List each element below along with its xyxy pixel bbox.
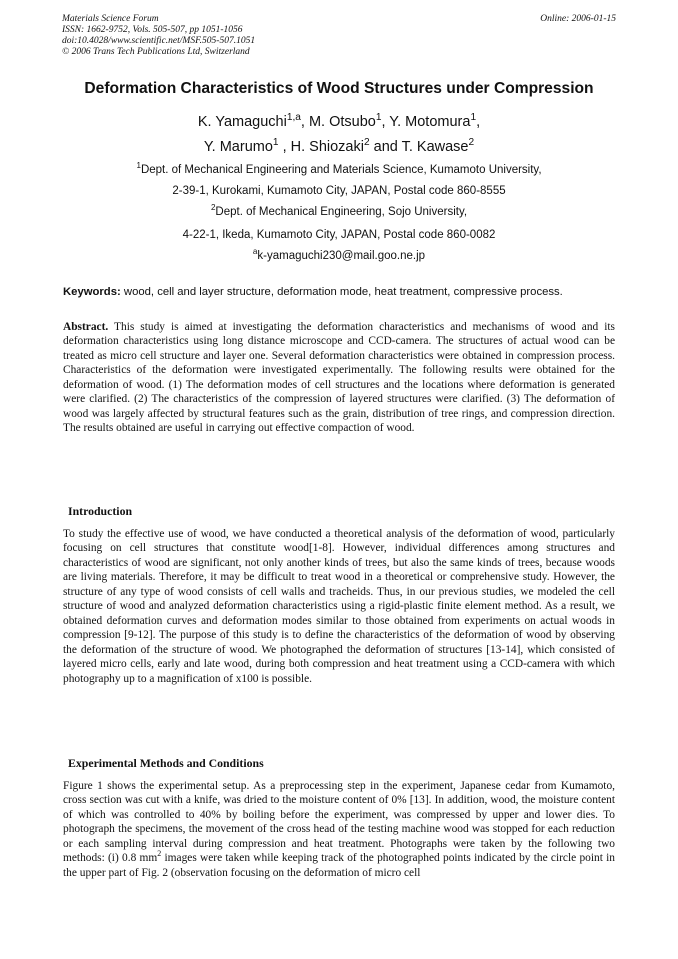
doi-line: doi:10.4028/www.scientific.net/MSF.505-507.1051 (62, 36, 256, 46)
online-date: Online: 2006-01-15 (540, 14, 616, 24)
author-name: , M. Otsubo (300, 114, 376, 130)
journal-name: Materials Science Forum (62, 14, 159, 24)
author-line-2 (40, 137, 638, 157)
journal-header (62, 14, 616, 58)
author-name: , H. Shiozaki (278, 139, 364, 155)
keywords-text: wood, cell and layer structure, deformation mode, heat treatment, compressive process. (120, 286, 563, 298)
author-sup: 2 (468, 137, 475, 149)
affiliation-text: Dept. of Mechanical Engineering and Materials Science, Kumamoto University, (140, 164, 542, 176)
author-sup: 2 (363, 137, 370, 149)
abstract (63, 320, 615, 436)
methods-text-part: images were taken while keeping track of the photographed points indicated by the circle point in the upper part of Fig. 2 (observation focusing on the deformation of micro cell (63, 852, 615, 879)
abstract-text: This study is aimed at investigating the deformation characteristics and mechanisms of wood and its deformation characteristics using long distance microscope and CCD-camera. The structures of actual wood can be treated as micro cell structure and layer one. Several deformation characteristics were obtained in compression process. Characteristics of the deformation were investigated experimentally. The following results were obtained for the deformation of wood. (1) The deformation modes of cell structures and the locations where deformation is generated were clarified. (2) The characteristics of the compression of layered structures were clarified. (3) The deformation of wood was largely affected by structural features such as the grain, distribution of tree rings, and compression direction. The results obtained are useful in carrying out effective compaction of wood. (63, 321, 615, 435)
introduction-text: To study the effective use of wood, we have conducted a theoretical analysis of the deformation of wood, particularly focusing on cell structures that constitute wood[1-8]. However, individual differences among structures and characteristics of wood are significant, not only another kinds of trees, but also the same kinds of trees, because woods are living materials. Therefore, it may be difficult to treat wood in a theoretical or comprehensive study. However, the structure of any type of wood consists of cell walls and tracheids. Thus, in our previous studies, we modeled the cell structure of wood and analyzed deformation characteristics using a rigid-plastic finite element method. As a result, we obtained deformation curves and deformation modes similar to those obtained from experiments on actual woods in compression [9-12]. The purpose of this study is to define the characteristics of the deformation of wood by observing the deformation of the structure of wood. We photographed the deformation of structures [13-14], which consisted of layered micro cells, early and late wood, during both compression and heat treatment using a CCD-camera with which photography up to a magnification of x100 is possible. (63, 528, 615, 685)
affiliation-1-line-2: 2-39-1, Kurokami, Kumamoto City, JAPAN, Postal code 860-8555 (172, 185, 506, 197)
methods-text (63, 779, 615, 880)
author-sup: 1 (470, 112, 477, 124)
abstract-label: Abstract. (63, 321, 109, 333)
affiliation-2-line-2: 4-22-1, Ikeda, Kumamoto City, JAPAN, Postal code 860-0082 (182, 229, 496, 241)
affiliation-text: Dept. of Mechanical Engineering, Sojo University, (215, 206, 468, 218)
email-address: k-yamaguchi230@mail.goo.ne.jp (257, 250, 426, 262)
issn-line: ISSN: 1662-9752, Vols. 505-507, pp 1051-1056 (62, 25, 243, 35)
author-sep: , (476, 114, 481, 130)
affiliation-2-line-1 (40, 203, 638, 219)
email-sup: a (252, 247, 258, 257)
author-name: and T. Kawase (369, 139, 469, 155)
affiliation-sup: 1 (136, 161, 141, 171)
methods-text-part: Figure 1 shows the experimental setup. As a preprocessing step in the experiment, Japanese cedar from Kumamoto, cross section was cut with a knife, was dried to the moisture content of 0% [13]. In addition, wood, the moisture content of which was controlled to 40% by boiling before the experiment, was compressed by upper and lower dies. To photograph the specimens, the movement of the cross head of the testing machine wood was stopped for each reduction or each sampling interval during compression and heat treatment. Photographs were taken by the following two methods: (i) 0.8 mm (63, 780, 615, 865)
keywords-label: Keywords: (63, 286, 121, 298)
author-name: Y. Marumo (203, 139, 273, 155)
author-name: , Y. Motomura (381, 114, 471, 130)
methods-heading: Experimental Methods and Conditions (68, 756, 264, 770)
affiliation-sup: 2 (210, 203, 216, 213)
author-sup: 1 (272, 137, 279, 149)
keywords (63, 285, 615, 299)
copyright-line: © 2006 Trans Tech Publications Ltd, Switzerland (62, 47, 250, 57)
author-sup: 1,a (286, 112, 301, 124)
author-name: K. Yamaguchi (197, 114, 287, 130)
author-line-1 (40, 112, 638, 132)
paper-title: Deformation Characteristics of Wood Structures under Compression (84, 80, 594, 97)
email-line (40, 247, 638, 263)
author-sup: 1 (375, 112, 382, 124)
methods-sup: 2 (157, 849, 162, 859)
introduction-heading: Introduction (68, 504, 133, 518)
affiliation-1-line-1 (40, 161, 638, 177)
